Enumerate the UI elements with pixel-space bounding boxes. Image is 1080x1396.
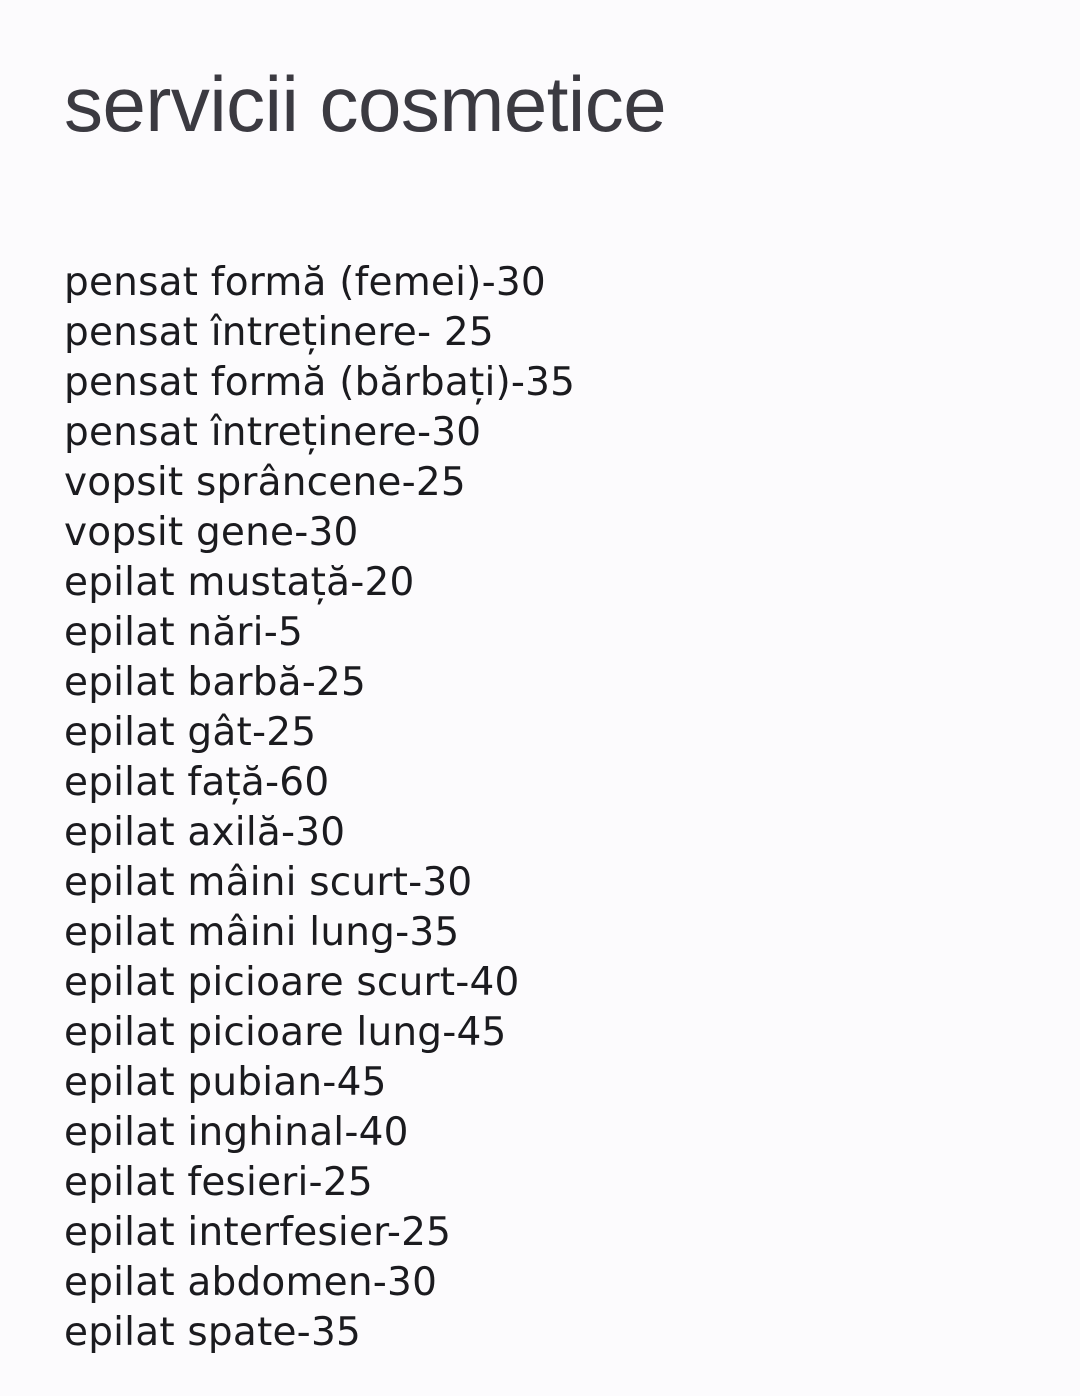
list-item: epilat față-60 (64, 760, 330, 805)
list-item: epilat pubian-45 (64, 1060, 387, 1105)
list-item: epilat fesieri-25 (64, 1160, 373, 1205)
list-item: epilat mustață-20 (64, 560, 415, 605)
page-title: servicii cosmetice (64, 60, 667, 148)
list-item: pensat întreținere-30 (64, 410, 482, 455)
list-item: epilat spate-35 (64, 1310, 361, 1355)
list-item: epilat mâini lung-35 (64, 910, 460, 955)
list-item: epilat interfesier-25 (64, 1210, 452, 1255)
list-item: epilat picioare scurt-40 (64, 960, 520, 1005)
list-item: epilat nări-5 (64, 610, 303, 655)
list-item: pensat întreținere- 25 (64, 310, 494, 355)
list-item: epilat mâini scurt-30 (64, 860, 473, 905)
list-item: epilat barbă-25 (64, 660, 367, 705)
list-item: vopsit gene-30 (64, 510, 359, 555)
list-item: pensat formă (bărbați)-35 (64, 360, 576, 405)
service-price-list (64, 258, 575, 1358)
list-item: epilat axilă-30 (64, 810, 346, 855)
list-item: epilat picioare lung-45 (64, 1010, 507, 1055)
list-item: epilat gât-25 (64, 710, 317, 755)
list-item: vopsit sprâncene-25 (64, 460, 466, 505)
list-item: pensat formă (femei)-30 (64, 260, 546, 305)
list-item: epilat inghinal-40 (64, 1110, 409, 1155)
list-item: epilat abdomen-30 (64, 1260, 438, 1305)
